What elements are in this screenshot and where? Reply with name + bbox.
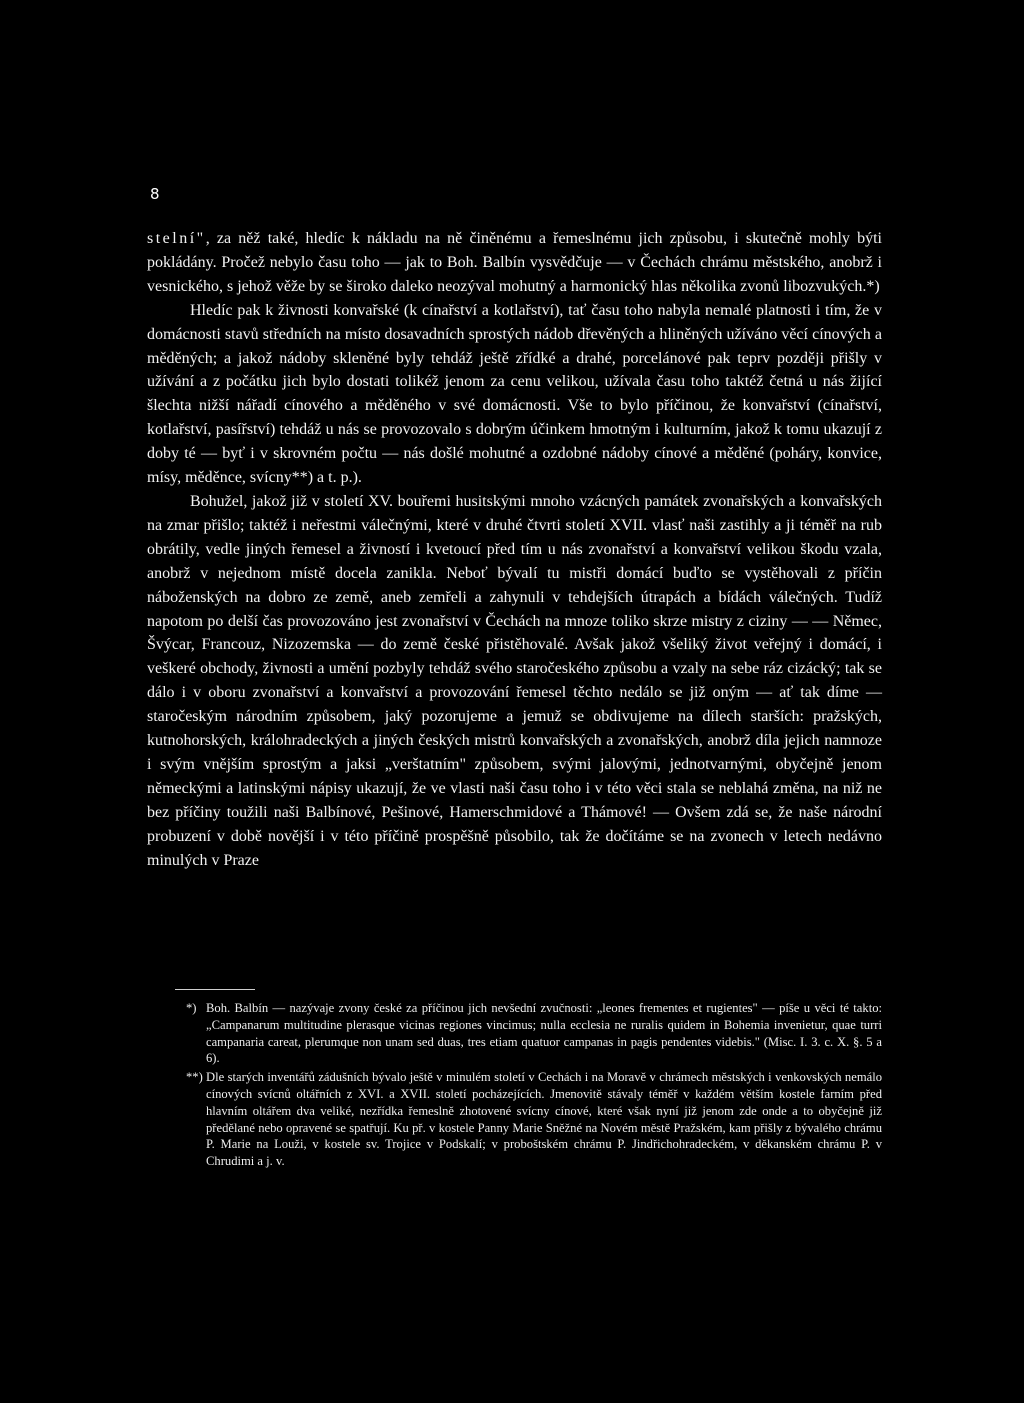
footnotes	[186, 1000, 882, 1172]
page-number: 8	[150, 185, 160, 203]
footnote-text: Boh. Balbín — nazývaje zvony české za příčinou jich nevšední zvučnosti: „leones frementes et rugientes" — píše u věci té takto: „Campanarum multitudine plerasque vicinas regiones vincimus; nulla ecclesia ne ruralis quidem in Bohemia invenietur, quae turri campanaria careat, plerumque non unam sed duas, tres etiam quatuor campanas in pagis pendentes videbis." (Misc. I. 3. c. X. §. 5 a 6).	[206, 1001, 882, 1066]
main-text	[147, 227, 882, 872]
footnote	[186, 1069, 882, 1170]
paragraph	[147, 227, 882, 299]
footnote	[186, 1000, 882, 1067]
paragraph-text: , za něž také, hledíc k nákladu na ně činěnému a řemeslnému jich způsobu, i skutečně mohly býti pokládány. Pročež nebylo času toho — jak to Boh. Balbín vysvědčuje — v Čechách chrámu městského, anobrž i vesnického, s jehož věže by se široko daleko neozýval mohutný a harmonický hlas několika zvonů libozvukých.*)	[147, 230, 882, 295]
footnote-text: Dle starých inventářů zádušních bývalo ještě v minulém století v Cechách i na Moravě v chrámech městských i venkovských nemálo cínových svícnů oltářních z XVI. a XVII. století pocházejících. Jmenovitě stávaly téměř v každém větším kostele farním před hlavním oltářem dva veliké, nezřídka řemeslně zhotovené svícny cínové, které však nyní již jenom zde onde a to obyčejně již předělané nebo opravené se spatřují. Ku př. v kostele Panny Marie Sněžné na Novém městě Pražském, kam přišly z bývalého chrámu P. Marie na Louži, v kostele sv. Trojice v Podskalí; v proboštském chrámu P. Jindřichohradeckém, v děkanském chrámu P. v Chrudimi a j. v.	[206, 1070, 882, 1169]
paragraph: Hledíc pak k živnosti konvařské (k cínařství a kotlařství), tať času toho nabyla nemalé platnosti i tím, že v domácnosti stavů středních na místo dosavadních sprostých nádob dřevěných a hliněných užíváno věcí cínových a měděných; a jakož nádoby skleněné byly tehdáž ještě zřídké a drahé, porcelánové pak teprv později přišly v užívání a z počátku jich bylo dostati tolikéž jenom za cenu velikou, užívala času toho taktéž četná u nás žijící šlechta nižší nářadí cínového a měděného v své domácnosti. Vše to bylo příčinou, že konvařství (cínařství, kotlařství, pasířství) tehdáž u nás se provozovalo s dobrým účinkem hmotným i kulturním, jakož k tomu ukazují z doby té — byť i v skrovném počtu — nás došlé mohutné a ozdobné nádoby cínové a měděné (poháry, konvice, mísy, měděnce, svícny**) a t. p.).	[147, 301, 882, 487]
footnote-separator	[175, 989, 255, 990]
paragraph-spaced-start: stelní"	[147, 230, 206, 247]
footnote-mark: *)	[186, 1001, 197, 1015]
paragraph: Bohužel, jakož již v století XV. bouřemi husitskými mnoho vzácných památek zvonařských a konvařských na zmar přišlo; taktéž i neřestmi válečnými, které v druhé čtvrti století XVII. vlasť naši zastihly a ji téměř na rub obrátily, vedle jiných řemesel a živností i kvetoucí před tím u nás zvonařství a konvařství velikou škodu vzala, anobrž v nejednom místě docela zanikla. Neboť bývalí tu mistři domácí buďto se vystěhovali z příčin náboženských na dobro ze země, aneb zemřeli a zahynuli v tehdejších útrapách a bídách válečných. Tudíž napotom po delší čas provozováno jest zvonařství v Čechách na mnoze toliko skrze mistry z ciziny — — Němec, Švýcar, Francouz, Nizozemska — do země české přistěhovalé. Avšak jakož všeliký život veřejný i domácí, i veškeré obchody, živnosti a umění pozbyly tehdáž svého staročeského způsobu a vzaly na sebe ráz cizácký; tak se dálo i v oboru zvonařství a konvařství a provozování řemesel těchto nedálo se již oným — ať tak díme — staročeským národním způsobem, jaký pozorujeme a jemuž se obdivujeme na dílech starších: pražských, kutnohorských, králohradeckých a jiných českých mistrů konvařských a zvonařských, anobrž díla jejich namnoze i svým vnějším sprostým a jaksi „verštatním" způsobem, svými jalovými, jednotvarnými, obyčejně jenom německými a latinskými nápisy ukazují, že ve vlasti naši času toho i v této věci stala se neblahá změna, na niž ne bez příčiny toužili naši Balbínové, Pešinové, Hamerschmidové a Thámové! — Ovšem zdá se, že naše národní probuzení v době novější i v této příčině prospěšně působilo, tak že dočítáme se na zvonech v letech nedávno minulých v Praze	[147, 492, 882, 869]
footnote-mark: **)	[186, 1070, 203, 1085]
